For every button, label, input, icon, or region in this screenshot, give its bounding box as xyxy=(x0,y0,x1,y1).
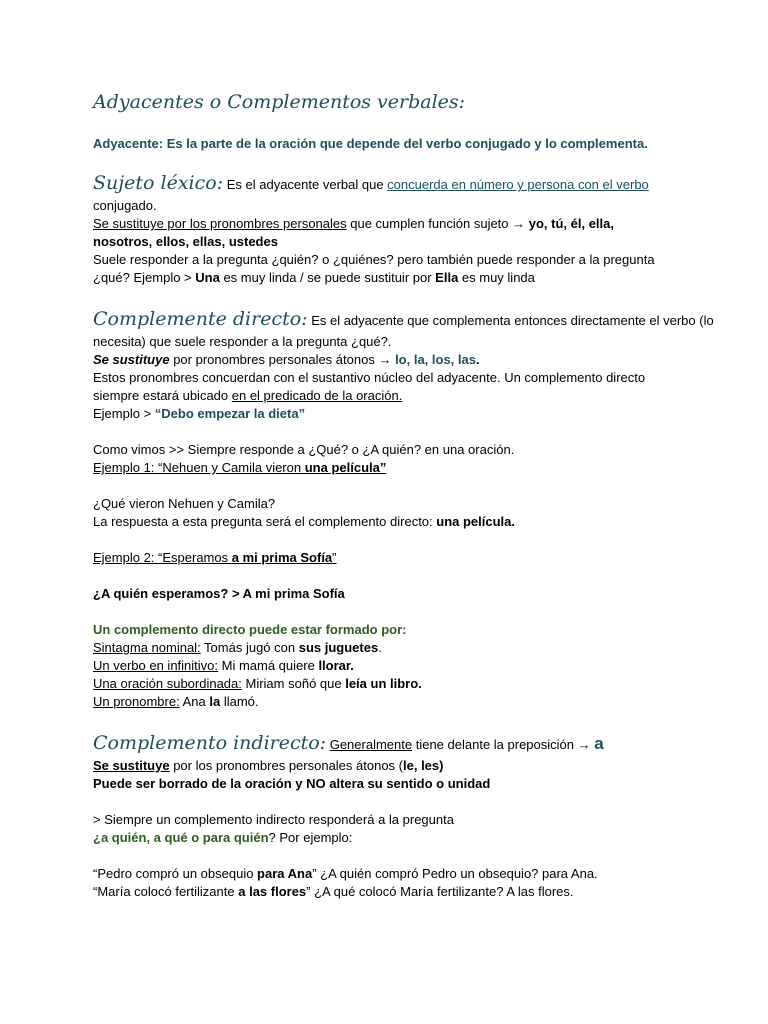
sujeto-heading: Sujeto léxico: xyxy=(93,172,224,194)
sujeto-line-2: conjugado. xyxy=(93,198,157,213)
directo-item-2: Un verbo en infinitivo: Mi mamá quiere llorar. xyxy=(93,658,354,673)
directo-item-3: Una oración subordinada: Miriam soñó que leía un libro. xyxy=(93,676,422,691)
sujeto-line-3: Se sustituye por los pronombres personales que cumplen función sujeto → yo, tú, él, ella, xyxy=(93,216,614,231)
directo-line-9: ¿Qué vieron Nehuen y Camila? xyxy=(93,496,276,511)
indirecto-heading: Complemento indirecto: xyxy=(93,732,327,754)
directo-item-4: Un pronombre: Ana la llamó. xyxy=(93,694,259,709)
directo-example-1: Ejemplo 1: “Nehuen y Camila vieron una película” xyxy=(93,460,387,475)
indirecto-line-3: Puede ser borrado de la oración y NO altera su sentido o unidad xyxy=(93,776,491,791)
directo-line-4: Estos pronombres concuerdan con el sustantivo núcleo del adyacente. Un complemento directo xyxy=(93,370,646,385)
section-directo xyxy=(93,307,723,711)
sujeto-line-4: nosotros, ellos, ellas, ustedes xyxy=(93,234,278,249)
directo-line-7: Como vimos >> Siempre responde a ¿Qué? o ¿A quién? en una oración. xyxy=(93,442,515,457)
indirecto-example-1: “Pedro compró un obsequio para Ana” ¿A quién compró Pedro un obsequio? para Ana. xyxy=(93,866,598,881)
directo-line-10: La respuesta a esta pregunta será el complemento directo: una película. xyxy=(93,514,516,529)
section-indirecto xyxy=(93,731,723,901)
document-page xyxy=(93,88,723,901)
sujeto-line-6: ¿qué? Ejemplo > Una es muy linda / se puede sustituir por Ella es muy linda xyxy=(93,270,535,285)
indirecto-example-2: “María colocó fertilizante a las flores” ¿A qué colocó María fertilizante? A las flores. xyxy=(93,884,574,899)
directo-line-3: Se sustituye por pronombres personales átonos → lo, la, los, las. xyxy=(93,352,480,367)
directo-formado-heading: Un complemento directo puede estar formado por: xyxy=(93,622,407,637)
directo-heading: Complemente directo: xyxy=(93,308,308,330)
directo-line-5: siempre estará ubicado en el predicado de la oración. xyxy=(93,388,403,403)
sujeto-line-5: Suele responder a la pregunta ¿quién? o ¿quiénes? pero también puede responder a la pregunta xyxy=(93,252,655,267)
directo-line-2: necesita) que suele responder a la pregunta ¿qué?. xyxy=(93,334,392,349)
indirecto-line-2: Se sustituye por los pronombres personales átonos (le, les) xyxy=(93,758,444,773)
indirecto-line-4: > Siempre un complemento indirecto responderá a la pregunta xyxy=(93,812,454,827)
directo-line-1: Complemente directo: Es el adyacente que complementa entonces directamente el verbo (lo xyxy=(93,308,714,330)
directo-line-6: Ejemplo > “Debo empezar la dieta” xyxy=(93,406,306,421)
directo-example-2: Ejemplo 2: “Esperamos a mi prima Sofía” xyxy=(93,550,337,565)
indirecto-line-1: Complemento indirecto: Generalmente tiene delante la preposición → a xyxy=(93,732,604,754)
directo-line-12: ¿A quién esperamos? > A mi prima Sofía xyxy=(93,586,345,601)
document-title: Adyacentes o Complementos verbales: xyxy=(93,91,466,113)
section-sujeto xyxy=(93,171,723,287)
indirecto-line-5: ¿a quién, a qué o para quién? Por ejemplo: xyxy=(93,830,353,845)
sujeto-line-1: Sujeto léxico: Es el adyacente verbal que concuerda en número y persona con el verbo xyxy=(93,172,649,194)
directo-item-1: Sintagma nominal: Tomás jugó con sus juguetes. xyxy=(93,640,382,655)
definition-adyacente: Adyacente: Es la parte de la oración que depende del verbo conjugado y lo complementa. xyxy=(93,136,648,151)
